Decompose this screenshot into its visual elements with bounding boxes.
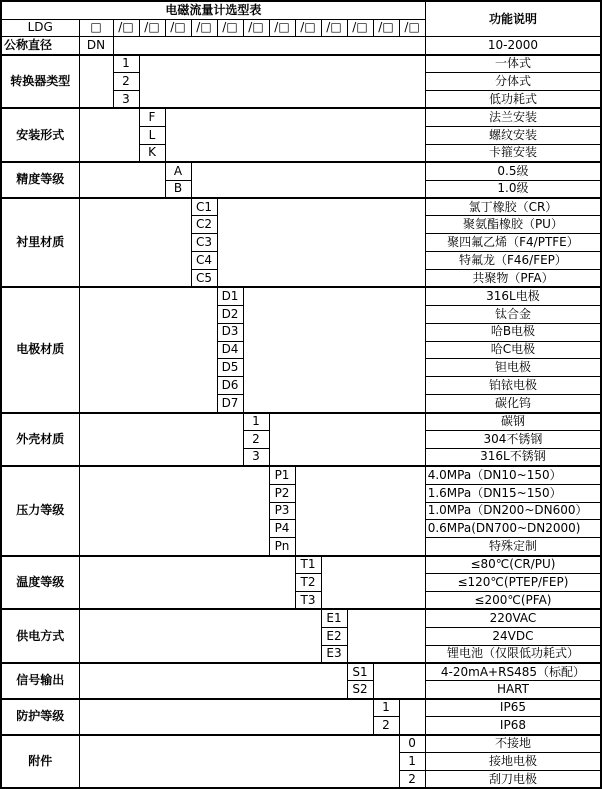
option-code: 3 — [243, 448, 269, 466]
option-code: E2 — [321, 627, 347, 645]
category-label: 附件 — [1, 735, 79, 789]
option-code: P3 — [269, 502, 295, 520]
spacer — [79, 663, 347, 699]
slot-cell: /□ — [243, 19, 269, 37]
option-code: A — [165, 162, 191, 180]
option-code: C2 — [191, 216, 217, 234]
category-label: 安装形式 — [1, 108, 79, 162]
option-code: Pn — [269, 538, 295, 556]
spacer — [295, 466, 425, 555]
option-desc: 1.0级 — [425, 180, 601, 198]
option-code: 2 — [373, 717, 399, 735]
option-desc: 316L电极 — [425, 287, 601, 305]
option-desc: 聚四氟乙烯（F4/PTFE） — [425, 234, 601, 252]
block-row — [1, 609, 601, 627]
spacer — [79, 55, 113, 109]
option-desc: 法兰安装 — [425, 108, 601, 126]
category-label: 防护等级 — [1, 699, 79, 735]
category-label: 转换器类型 — [1, 55, 79, 109]
option-code: T3 — [295, 592, 321, 610]
option-code: 0 — [399, 735, 425, 753]
slot-cell: /□ — [399, 19, 425, 37]
option-desc: 4.0MPa（DN10~150） — [425, 466, 601, 484]
spacer — [269, 413, 425, 467]
option-desc: 氯丁橡胶（CR） — [425, 198, 601, 216]
option-code: E3 — [321, 645, 347, 663]
option-code: T1 — [295, 556, 321, 574]
option-desc: 螺纹安装 — [425, 126, 601, 144]
option-code: D3 — [217, 323, 243, 341]
option-code: D4 — [217, 341, 243, 359]
option-desc: 碳化钨 — [425, 395, 601, 413]
option-code: P2 — [269, 484, 295, 502]
slot-cell: /□ — [191, 19, 217, 37]
spacer — [79, 413, 243, 467]
block-row — [1, 735, 601, 753]
option-code: D7 — [217, 395, 243, 413]
dn-code: DN — [79, 37, 113, 55]
option-desc: 1.0MPa（DN200~DN600） — [425, 502, 601, 520]
slot-cell: /□ — [165, 19, 191, 37]
slot-cell: /□ — [217, 19, 243, 37]
category-label: 电极材质 — [1, 287, 79, 412]
option-code: S2 — [347, 681, 373, 699]
option-desc: 锂电池（仅限低功耗式） — [425, 645, 601, 663]
option-desc: 刮刀电极 — [425, 770, 601, 788]
option-desc: IP68 — [425, 717, 601, 735]
option-desc: ≤200℃(PFA) — [425, 592, 601, 610]
block-row — [1, 162, 601, 180]
category-label: 衬里材质 — [1, 198, 79, 287]
option-code: C3 — [191, 234, 217, 252]
category-label: 公称直径 — [1, 37, 79, 55]
option-code: B — [165, 180, 191, 198]
spacer — [347, 609, 425, 663]
spacer — [79, 699, 373, 735]
table-title: 电磁流量计选型表 — [1, 1, 425, 19]
option-desc: 316L不锈钢 — [425, 448, 601, 466]
option-desc: ≤120℃(PTEP/FEP) — [425, 574, 601, 592]
block-row — [1, 108, 601, 126]
option-code: E1 — [321, 609, 347, 627]
block-row — [1, 287, 601, 305]
category-label: 温度等级 — [1, 556, 79, 610]
option-desc: 304不锈钢 — [425, 430, 601, 448]
spacer — [399, 699, 425, 735]
option-desc: 接地电极 — [425, 753, 601, 771]
option-desc: IP65 — [425, 699, 601, 717]
spacer — [321, 556, 425, 610]
option-code: 1 — [399, 753, 425, 771]
spacer — [165, 108, 425, 162]
spacer — [79, 609, 321, 663]
option-desc: 分体式 — [425, 73, 601, 91]
option-code: C5 — [191, 269, 217, 287]
slot-cell: /□ — [347, 19, 373, 37]
option-code: D5 — [217, 359, 243, 377]
option-code: 1 — [243, 413, 269, 431]
block-row — [1, 699, 601, 717]
option-desc: 低功耗式 — [425, 91, 601, 109]
option-code: C1 — [191, 198, 217, 216]
block-row — [1, 556, 601, 574]
slot-cell: /□ — [373, 19, 399, 37]
option-desc: 1.6MPa（DN15~150） — [425, 484, 601, 502]
option-desc: 哈C电极 — [425, 341, 601, 359]
option-desc: 钽电极 — [425, 359, 601, 377]
option-desc: 0.5级 — [425, 162, 601, 180]
option-desc: 特殊定制 — [425, 538, 601, 556]
spacer — [79, 108, 139, 162]
option-desc: 特氟龙（F46/FEP） — [425, 252, 601, 270]
block-row — [1, 663, 601, 681]
option-code: 1 — [373, 699, 399, 717]
option-code: D1 — [217, 287, 243, 305]
option-code: D2 — [217, 305, 243, 323]
option-code: L — [139, 126, 165, 144]
option-desc: ≤80℃(CR/PU) — [425, 556, 601, 574]
slot-cell: /□ — [321, 19, 347, 37]
category-label: 压力等级 — [1, 466, 79, 555]
spacer — [139, 55, 425, 109]
option-desc: 共聚物（PFA） — [425, 269, 601, 287]
option-code: S1 — [347, 663, 373, 681]
option-code: P1 — [269, 466, 295, 484]
option-desc: 220VAC — [425, 609, 601, 627]
option-desc: 不接地 — [425, 735, 601, 753]
block-row — [1, 55, 601, 73]
option-code: 2 — [399, 770, 425, 788]
spacer — [113, 37, 425, 55]
option-desc: 钛合金 — [425, 305, 601, 323]
option-desc: 24VDC — [425, 627, 601, 645]
option-code: T2 — [295, 574, 321, 592]
option-desc: 碳钢 — [425, 413, 601, 431]
spacer — [79, 198, 191, 287]
option-desc: 4-20mA+RS485（标配） — [425, 663, 601, 681]
option-desc: 聚氨酯橡胶（PU） — [425, 216, 601, 234]
spacer — [79, 162, 165, 198]
option-desc: 哈B电极 — [425, 323, 601, 341]
option-code: D6 — [217, 377, 243, 395]
spacer — [373, 663, 425, 699]
spacer — [243, 287, 425, 412]
option-desc: 0.6MPa(DN700~DN2000) — [425, 520, 601, 538]
spacer — [79, 466, 269, 555]
option-desc: 卡箍安装 — [425, 144, 601, 162]
option-code: 3 — [113, 91, 139, 109]
spacer — [79, 287, 217, 412]
option-desc: 铂铱电极 — [425, 377, 601, 395]
category-label: 精度等级 — [1, 162, 79, 198]
category-label: 信号输出 — [1, 663, 79, 699]
block-row — [1, 413, 601, 431]
slot-cell: /□ — [113, 19, 139, 37]
model-prefix: LDG — [1, 19, 79, 37]
block-row — [1, 466, 601, 484]
slot-cell: /□ — [295, 19, 321, 37]
option-desc: 一体式 — [425, 55, 601, 73]
title-row — [1, 1, 601, 19]
option-desc: 10-2000 — [425, 37, 601, 55]
option-code: K — [139, 144, 165, 162]
option-code: 1 — [113, 55, 139, 73]
base-box-cell: □ — [79, 19, 113, 37]
spacer — [191, 162, 425, 198]
function-header: 功能说明 — [425, 1, 601, 37]
option-code: C4 — [191, 252, 217, 270]
option-code: 2 — [113, 73, 139, 91]
slot-cell: /□ — [269, 19, 295, 37]
category-label: 外壳材质 — [1, 413, 79, 467]
block-row — [1, 198, 601, 216]
spacer — [217, 198, 425, 287]
spacer — [79, 735, 399, 789]
category-label: 供电方式 — [1, 609, 79, 663]
dn-row — [1, 37, 601, 55]
option-code: P4 — [269, 520, 295, 538]
option-desc: HART — [425, 681, 601, 699]
spacer — [79, 556, 295, 610]
option-code: F — [139, 108, 165, 126]
slot-cell: /□ — [139, 19, 165, 37]
option-code: 2 — [243, 430, 269, 448]
